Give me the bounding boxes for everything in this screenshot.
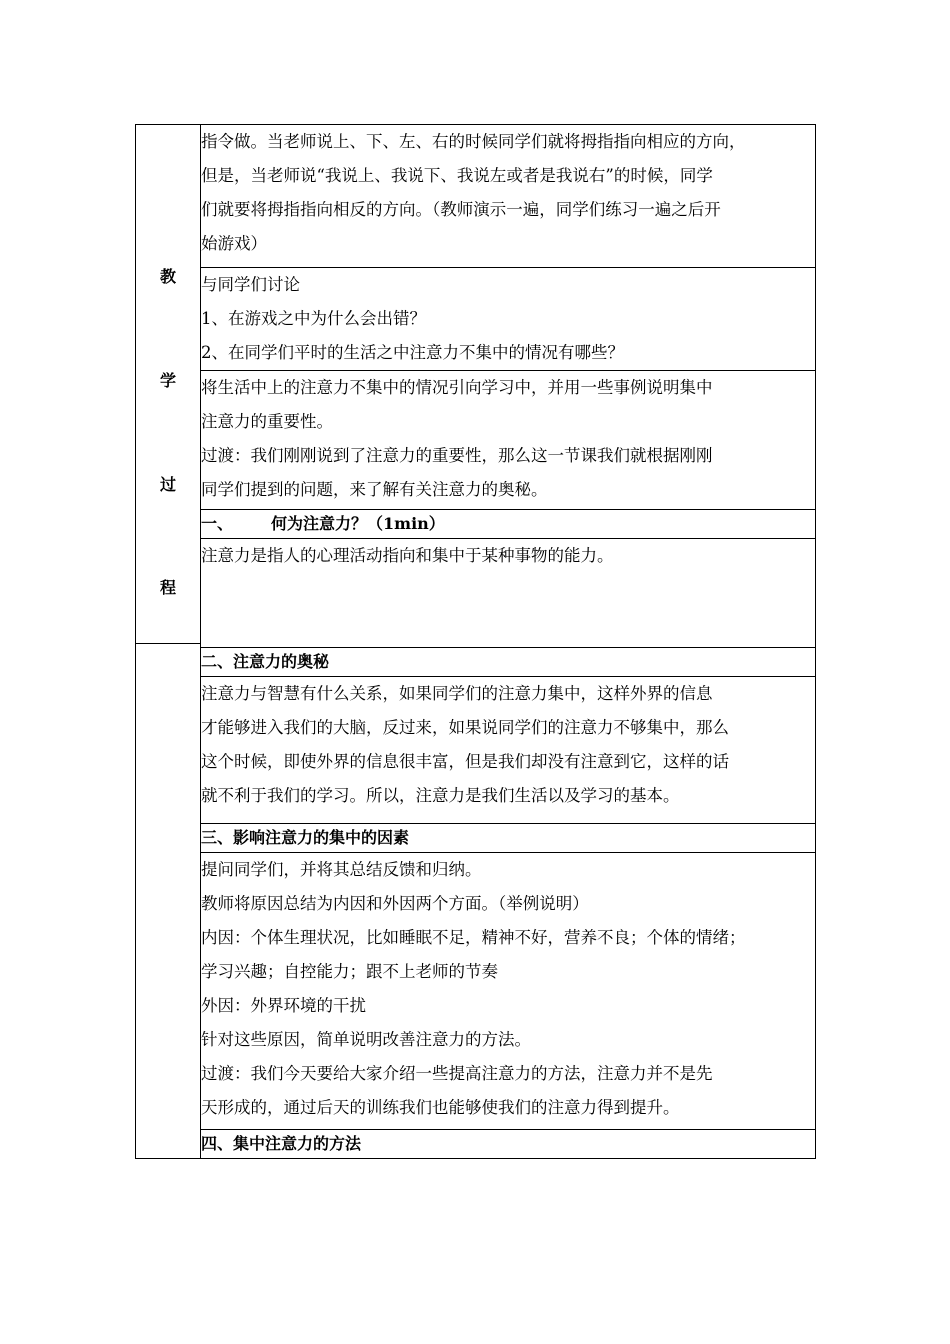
game-rules-cell bbox=[201, 125, 816, 268]
side-char-3: 过 bbox=[159, 475, 176, 494]
section2-heading-cell bbox=[201, 648, 816, 677]
text-line: 但是，当老师说“我说上、我说下、我说左或者是我说右”的时候，同学 bbox=[201, 166, 713, 185]
section1-heading bbox=[201, 510, 815, 538]
section4-heading: 四、集中注意力的方法 bbox=[201, 1134, 362, 1153]
text-line: 注意力与智慧有什么关系，如果同学们的注意力集中，这样外界的信息 bbox=[201, 684, 713, 703]
section3-body-cell bbox=[201, 853, 816, 1130]
text-line: 才能够进入我们的大脑，反过来，如果说同学们的注意力不够集中，那么 bbox=[201, 718, 729, 737]
section1-heading-cell bbox=[201, 510, 816, 539]
side-empty-cell bbox=[136, 644, 201, 1159]
section3-heading-cell bbox=[201, 824, 816, 853]
text-line: 2、在同学们平时的生活之中注意力不集中的情况有哪些？ bbox=[201, 343, 624, 362]
side-char-1: 教 bbox=[159, 267, 176, 286]
section2-body-cell bbox=[201, 677, 816, 824]
text-line: 将生活中上的注意力不集中的情况引向学习中，并用一些事例说明集中 bbox=[201, 378, 713, 397]
section4-heading-cell bbox=[201, 1130, 816, 1159]
side-char-2: 学 bbox=[159, 371, 176, 390]
transition-cell bbox=[201, 371, 816, 510]
text-line: 过渡：我们今天要给大家介绍一些提高注意力的方法，注意力并不是先 bbox=[201, 1064, 713, 1083]
text-line: 与同学们讨论 bbox=[201, 275, 300, 294]
text-line: 内因：个体生理状况，比如睡眠不足，精神不好，营养不良；个体的情绪； bbox=[201, 928, 746, 947]
text-line: 天形成的，通过后天的训练我们也能够使我们的注意力得到提升。 bbox=[201, 1098, 680, 1117]
section1-title: 何为注意力？（1min） bbox=[271, 514, 445, 533]
text-line: 们就要将拇指指向相反的方向。（教师演示一遍，同学们练习一遍之后开 bbox=[201, 200, 721, 219]
text-line: 教师将原因总结为内因和外因两个方面。（举例说明） bbox=[201, 894, 589, 913]
text-line: 过渡：我们刚刚说到了注意力的重要性，那么这一节课我们就根据刚刚 bbox=[201, 446, 713, 465]
section1-number: 一、 bbox=[201, 514, 234, 533]
text-line: 外因：外界环境的干扰 bbox=[201, 996, 366, 1015]
text-line: 同学们提到的问题，来了解有关注意力的奥秘。 bbox=[201, 480, 548, 499]
section3-heading: 三、影响注意力的集中的因素 bbox=[201, 828, 410, 847]
text-line: 针对这些原因，简单说明改善注意力的方法。 bbox=[201, 1030, 531, 1049]
text-line: 始游戏） bbox=[201, 234, 267, 253]
discussion-cell bbox=[201, 268, 816, 371]
text-line: 指令做。当老师说上、下、左、右的时候同学们就将拇指指向相应的方向， bbox=[201, 132, 746, 151]
teaching-process-label bbox=[136, 125, 201, 644]
lesson-plan-table bbox=[135, 124, 816, 1159]
section1-body-cell bbox=[201, 539, 816, 648]
text-line: 1、在游戏之中为什么会出错？ bbox=[201, 309, 426, 328]
text-line: 注意力的重要性。 bbox=[201, 412, 333, 431]
section2-heading: 二、注意力的奥秘 bbox=[201, 652, 330, 671]
side-char-4: 程 bbox=[159, 578, 176, 597]
text-line: 学习兴趣；自控能力；跟不上老师的节奏 bbox=[201, 962, 498, 981]
text-line: 提问同学们，并将其总结反馈和归纳。 bbox=[201, 860, 482, 879]
text-line: 注意力是指人的心理活动指向和集中于某种事物的能力。 bbox=[201, 546, 614, 565]
text-line: 这个时候，即使外界的信息很丰富，但是我们却没有注意到它，这样的话 bbox=[201, 752, 729, 771]
text-line: 就不利于我们的学习。所以，注意力是我们生活以及学习的基本。 bbox=[201, 786, 680, 805]
